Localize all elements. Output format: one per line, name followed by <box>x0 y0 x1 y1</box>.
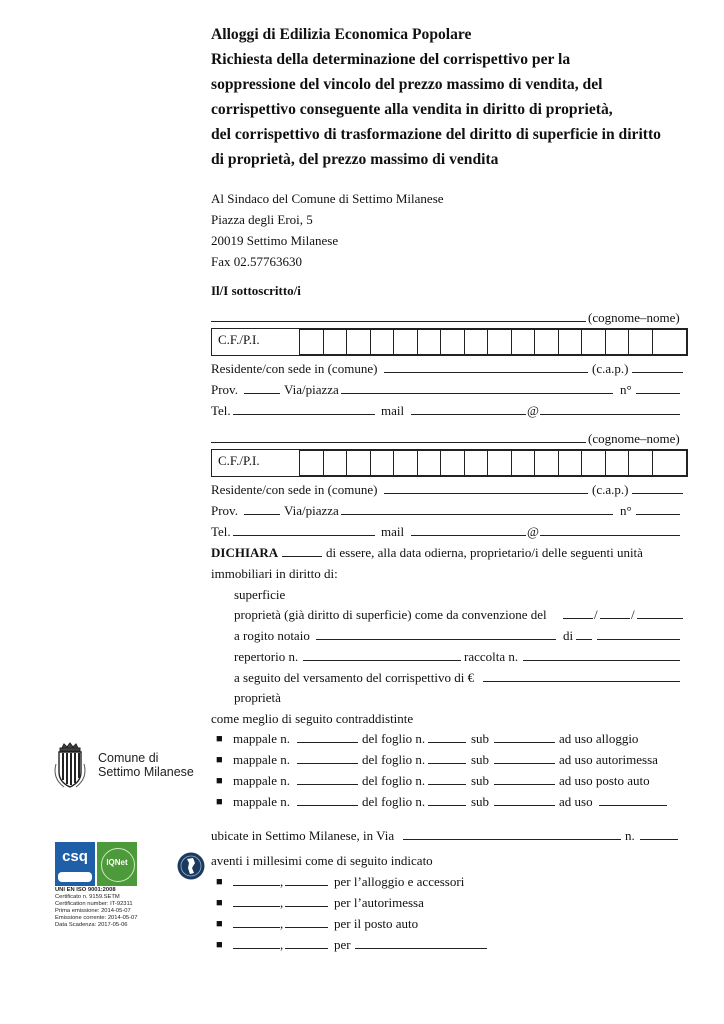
sub-label: sub <box>471 731 490 746</box>
raccolta-field[interactable] <box>523 660 680 661</box>
title-line: Alloggi di Edilizia Economica Popolare <box>211 26 472 43</box>
cf-input-boxes[interactable] <box>299 450 687 476</box>
sub-label: sub <box>471 794 490 809</box>
number-label: n° <box>620 382 632 397</box>
tel-field[interactable] <box>233 414 375 415</box>
date-separator: / <box>594 607 598 622</box>
date-month-field[interactable] <box>600 618 630 619</box>
address-street: Piazza degli Eroi, 5 <box>211 212 313 227</box>
title-line: del corrispettivo di trasformazione del diritto di superficie in diritto <box>211 126 661 143</box>
mappale-field[interactable] <box>297 784 358 785</box>
at-sign: @ <box>527 403 539 418</box>
mappale-label: mappale n. <box>233 773 291 788</box>
accredia-seal-icon <box>176 846 206 886</box>
comma: , <box>280 937 284 952</box>
millesimi-text: aventi i millesimi come di seguito indicato <box>211 853 433 868</box>
mappale-field[interactable] <box>297 805 358 806</box>
number-label: n° <box>620 503 632 518</box>
come-meglio-text: come meglio di seguito contraddistinte <box>211 711 414 726</box>
cf-label: C.F./P.I. <box>218 332 260 347</box>
dichiara-field[interactable] <box>282 556 322 557</box>
bullet-icon: ■ <box>216 918 223 930</box>
repertorio-label: repertorio n. <box>234 649 299 664</box>
cap-label: (c.a.p.) <box>592 482 629 497</box>
crest-icon <box>48 742 92 790</box>
sub-label: sub <box>471 752 490 767</box>
title-line: Richiesta della determinazione del corrispettivo per la <box>211 51 571 68</box>
foglio-field[interactable] <box>428 784 466 785</box>
via-field[interactable] <box>341 393 613 394</box>
comma: , <box>280 874 284 889</box>
mail-label: mail <box>381 524 405 539</box>
uso-label: ad uso alloggio <box>559 731 639 746</box>
date-year-field[interactable] <box>637 618 683 619</box>
mappale-label: mappale n. <box>233 752 291 767</box>
cap-field[interactable] <box>632 372 683 373</box>
foglio-label: del foglio n. <box>362 773 426 788</box>
comune-name-line2: Settimo Milanese <box>98 765 194 779</box>
iqnet-logo <box>97 842 137 886</box>
option-superficie[interactable]: superficie <box>234 587 286 602</box>
sub-field[interactable] <box>494 784 555 785</box>
name-field[interactable] <box>211 321 586 322</box>
prov-field[interactable] <box>244 393 280 394</box>
bullet-icon: ■ <box>216 733 223 745</box>
cap-label: (c.a.p.) <box>592 361 629 376</box>
mill-dec-field[interactable] <box>285 885 328 886</box>
residence-field[interactable] <box>384 493 588 494</box>
date-day-field[interactable] <box>563 618 593 619</box>
ubicate-label: ubicate in Settimo Milanese, in Via <box>211 828 395 843</box>
title-line: soppressione del vincolo del prezzo massimo di vendita, del <box>211 76 603 93</box>
ubicate-via-field[interactable] <box>403 839 621 840</box>
foglio-field[interactable] <box>428 763 466 764</box>
date-separator: / <box>631 607 635 622</box>
accredia-logo <box>176 846 206 891</box>
foglio-label: del foglio n. <box>362 794 426 809</box>
name-field[interactable] <box>211 442 586 443</box>
versamento-label: a seguito del versamento del corrispettivo di € <box>234 670 475 685</box>
at-sign: @ <box>527 524 539 539</box>
title-line: di proprietà, del prezzo massimo di vendita <box>211 151 499 168</box>
certification-logo <box>55 842 137 886</box>
prov-field[interactable] <box>244 514 280 515</box>
address-recipient: Al Sindaco del Comune di Settimo Milanese <box>211 191 444 206</box>
bullet-icon: ■ <box>216 754 223 766</box>
uso-label: ad uso posto auto <box>559 773 650 788</box>
mail-domain-field[interactable] <box>540 535 680 536</box>
bullet-icon: ■ <box>216 939 223 951</box>
cf-input-boxes[interactable] <box>299 329 687 355</box>
mill-int-field[interactable] <box>233 927 280 928</box>
mill-label: per l’autorimessa <box>334 895 424 910</box>
dichiara-label: DICHIARA <box>211 545 279 560</box>
ubicate-n-label: n. <box>625 828 635 843</box>
residence-label: Residente/con sede in (comune) <box>211 361 378 376</box>
mill-int-field[interactable] <box>233 885 280 886</box>
comma: , <box>280 916 284 931</box>
mill-int-field[interactable] <box>233 948 280 949</box>
csq-text: csq <box>62 848 88 865</box>
mappale-label: mappale n. <box>233 794 291 809</box>
sub-field[interactable] <box>494 763 555 764</box>
address-fax: Fax 02.57763630 <box>211 254 302 269</box>
mill-label: per <box>334 937 351 952</box>
name-label: (cognome–nome) <box>588 431 680 446</box>
foglio-label: del foglio n. <box>362 731 426 746</box>
title-line: corrispettivo conseguente alla vendita in diritto di proprietà, <box>211 101 613 118</box>
certification-details <box>55 887 138 929</box>
comma: , <box>280 895 284 910</box>
residence-label: Residente/con sede in (comune) <box>211 482 378 497</box>
foglio-field[interactable] <box>428 742 466 743</box>
cert-line: Certificato n. 9159.SETM <box>55 894 120 900</box>
tel-label: Tel. <box>211 403 231 418</box>
foglio-label: del foglio n. <box>362 752 426 767</box>
repertorio-field[interactable] <box>303 660 461 661</box>
number-field[interactable] <box>636 514 680 515</box>
cert-line: Emissione corrente: 2014-05-07 <box>55 915 138 921</box>
notaio-field[interactable] <box>316 639 556 640</box>
address-city: 20019 Settimo Milanese <box>211 233 339 248</box>
mappale-field[interactable] <box>297 742 358 743</box>
bullet-icon: ■ <box>216 897 223 909</box>
sub-field[interactable] <box>494 805 555 806</box>
bullet-icon: ■ <box>216 775 223 787</box>
mappale-label: mappale n. <box>233 731 291 746</box>
mill-int-field[interactable] <box>233 906 280 907</box>
mill-per-field[interactable] <box>355 948 487 949</box>
sub-field[interactable] <box>494 742 555 743</box>
mail-user-field[interactable] <box>411 535 526 536</box>
notaio-city-field-b[interactable] <box>597 639 680 640</box>
bullet-icon: ■ <box>216 876 223 888</box>
mill-dec-field[interactable] <box>285 948 328 949</box>
rogito-label: a rogito notaio <box>234 628 310 643</box>
cert-line: UNI EN ISO 9001:2008 <box>55 887 116 893</box>
cap-field[interactable] <box>632 493 683 494</box>
mill-dec-field[interactable] <box>285 927 328 928</box>
csq-logo <box>55 842 95 886</box>
option-proprieta-convenzione[interactable]: proprietà (già diritto di superficie) come da convenzione del <box>234 607 547 622</box>
cert-line: Certification number: IT-92311 <box>55 901 133 907</box>
tel-label: Tel. <box>211 524 231 539</box>
uso-label: ad uso autorimessa <box>559 752 658 767</box>
mill-dec-field[interactable] <box>285 906 328 907</box>
foglio-field[interactable] <box>428 805 466 806</box>
mappale-field[interactable] <box>297 763 358 764</box>
sub-label: sub <box>471 773 490 788</box>
mail-user-field[interactable] <box>411 414 526 415</box>
option-proprieta[interactable]: proprietà <box>234 690 281 705</box>
tel-field[interactable] <box>233 535 375 536</box>
cf-label: C.F./P.I. <box>218 453 260 468</box>
versamento-field[interactable] <box>483 681 680 682</box>
bullet-icon: ■ <box>216 796 223 808</box>
prov-label: Prov. <box>211 503 238 518</box>
document-title <box>211 22 661 172</box>
via-field[interactable] <box>341 514 613 515</box>
cert-line: Prima emissione: 2014-05-07 <box>55 908 131 914</box>
residence-field[interactable] <box>384 372 588 373</box>
number-field[interactable] <box>636 393 680 394</box>
uso-label: ad uso <box>559 794 593 809</box>
via-label: Via/piazza <box>284 503 339 518</box>
dichiara-text: di essere, alla data odierna, proprietario/i delle seguenti unità <box>326 545 643 560</box>
di-label: di <box>563 628 574 643</box>
uso-field[interactable] <box>599 805 667 806</box>
dichiara-text: immobiliari in diritto di: <box>211 566 338 581</box>
ubicate-n-field[interactable] <box>640 839 678 840</box>
prov-label: Prov. <box>211 382 238 397</box>
comune-logo <box>48 742 194 795</box>
via-label: Via/piazza <box>284 382 339 397</box>
iqnet-text: IQNet <box>106 858 128 867</box>
notaio-city-field-a[interactable] <box>576 639 592 640</box>
mill-label: per il posto auto <box>334 916 419 931</box>
name-label: (cognome–nome) <box>588 310 680 325</box>
mill-label: per l’alloggio e accessori <box>334 874 465 889</box>
comune-name-line1: Comune di <box>98 751 159 765</box>
signatories-heading: Il/I sottoscritto/i <box>211 283 301 298</box>
mail-domain-field[interactable] <box>540 414 680 415</box>
cert-line: Data Scadenza: 2017-05-06 <box>55 922 128 928</box>
mail-label: mail <box>381 403 405 418</box>
raccolta-label: raccolta n. <box>464 649 519 664</box>
